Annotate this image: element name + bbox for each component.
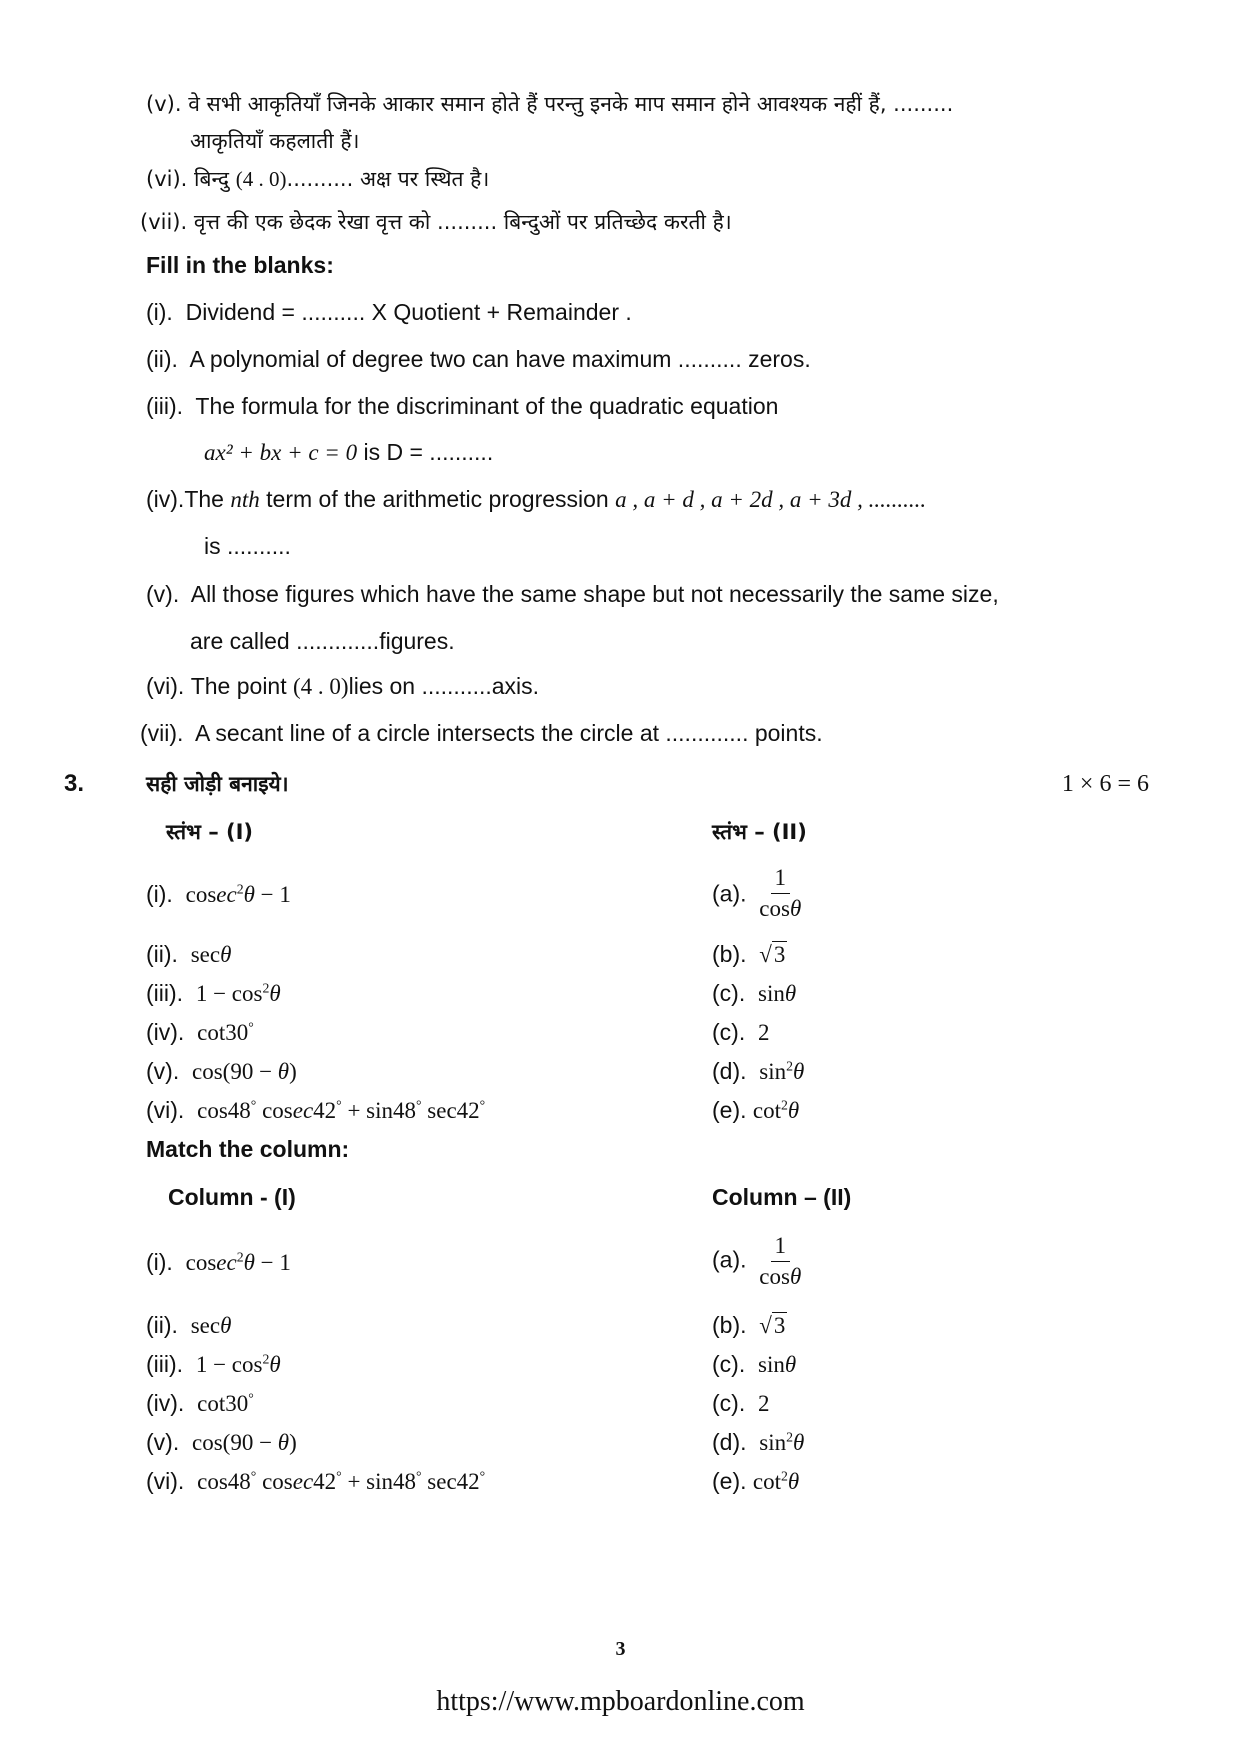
row-letter: (a). bbox=[712, 1246, 747, 1273]
trig-expression: cos48° cosec42° + sin48° sec42° bbox=[197, 1097, 486, 1123]
match-row-left bbox=[146, 1096, 485, 1125]
fill-in-blanks-heading: Fill in the blanks: bbox=[146, 252, 334, 278]
row-number: (iv). bbox=[146, 1390, 185, 1416]
question-text: lies on ...........axis. bbox=[348, 673, 540, 699]
row-number: (i). bbox=[146, 881, 173, 907]
sin-theta: sinθ bbox=[758, 981, 797, 1006]
column-2-title: स्तंभ – (II) bbox=[712, 820, 807, 844]
cosec-squared-minus-one: cosec$^2$θ − 1 bbox=[185, 1249, 291, 1275]
row-letter: (c). bbox=[712, 1019, 746, 1045]
match-row-left bbox=[146, 1350, 281, 1379]
sec-theta: secθ bbox=[190, 1313, 232, 1338]
question-number: (v). bbox=[146, 92, 182, 116]
question-text: Dividend = .......... X Quotient + Remainder . bbox=[185, 299, 632, 325]
ap-sequence: a , a + d , a + 2d , a + 3d , .......... bbox=[615, 487, 927, 512]
cos-ninety-minus-theta: cos(90 − θ) bbox=[192, 1430, 297, 1455]
fill-item-i bbox=[146, 298, 632, 326]
match-row-right bbox=[712, 1389, 770, 1418]
row-letter: (d). bbox=[712, 1429, 747, 1455]
question-number: (i). bbox=[146, 299, 173, 325]
fill-item-iii-equation bbox=[204, 438, 493, 467]
value-two: 2 bbox=[758, 1391, 770, 1416]
question-text: The formula for the discriminant of the quadratic equation bbox=[195, 393, 779, 419]
match-row-left bbox=[146, 1018, 254, 1047]
question-number: (iii). bbox=[146, 393, 184, 419]
cot-squared-theta: $\cot^2\theta$ bbox=[752, 1468, 800, 1494]
question-text: A polynomial of degree two can have maximum .......... zeros. bbox=[189, 346, 811, 372]
match-row-right bbox=[712, 1350, 796, 1379]
row-number: (vi). bbox=[146, 1468, 185, 1494]
fraction-denominator: cosθ bbox=[759, 1264, 802, 1289]
question-3-heading: सही जोड़ी बनाइये। bbox=[146, 772, 289, 796]
question-text: वे सभी आकृतियाँ जिनके आकार समान होते हैं परन्तु इनके माप समान होने आवश्यक नहीं हैं, ......... bbox=[188, 92, 954, 116]
fraction-numerator: 1 bbox=[771, 865, 791, 894]
row-number: (ii). bbox=[146, 1312, 178, 1338]
row-letter: (e). bbox=[712, 1097, 747, 1123]
match-row-left bbox=[146, 880, 291, 909]
match-row-left bbox=[146, 1389, 254, 1418]
question-number: (vi). bbox=[146, 673, 185, 699]
question-text: is D = .......... bbox=[357, 439, 494, 465]
page-number: 3 bbox=[615, 1638, 626, 1660]
question-number: (v). bbox=[146, 581, 180, 607]
question-text: बिन्दु bbox=[194, 167, 236, 191]
fill-item-iv bbox=[146, 485, 926, 514]
root-three: √3 bbox=[759, 942, 786, 967]
cos-ninety-minus-theta: cos(90 − θ) bbox=[192, 1059, 297, 1084]
value-two: 2 bbox=[758, 1020, 770, 1045]
sin-squared-theta: $\sin^2\theta$ bbox=[759, 1429, 805, 1455]
question-number: (vii). bbox=[140, 720, 184, 746]
question-text: is .......... bbox=[204, 533, 291, 559]
match-row-right bbox=[712, 1233, 801, 1290]
question-text: All those figures which have the same shape but not necessarily the same size, bbox=[190, 581, 999, 607]
question-text: are called .............figures. bbox=[190, 628, 455, 654]
match-row-left bbox=[146, 1057, 297, 1086]
one-minus-cos-squared: $1 - \cos^2\theta$ bbox=[195, 1351, 281, 1377]
fraction-one-over-cos bbox=[759, 1233, 801, 1290]
point-expression: (4 . 0) bbox=[235, 167, 287, 191]
row-letter: (b). bbox=[712, 1312, 747, 1338]
fraction-numerator: 1 bbox=[771, 1233, 791, 1262]
cot-thirty: cot30° bbox=[197, 1019, 254, 1045]
row-number: (vi). bbox=[146, 1097, 185, 1123]
row-letter: (c). bbox=[712, 1351, 746, 1377]
footer-url[interactable]: https://www.mpboardonline.com bbox=[436, 1686, 805, 1717]
match-row-left bbox=[146, 1311, 231, 1340]
row-number: (v). bbox=[146, 1429, 180, 1455]
row-letter: (b). bbox=[712, 941, 747, 967]
fill-item-iii bbox=[146, 392, 778, 420]
fill-item-vi bbox=[146, 672, 539, 701]
cot-squared-theta: $\cot^2\theta$ bbox=[752, 1097, 800, 1123]
match-row-left bbox=[146, 979, 281, 1008]
question-3-marks: 1 × 6 = 6 bbox=[1061, 771, 1149, 797]
match-row-left bbox=[146, 1428, 297, 1457]
match-row-right bbox=[712, 1057, 804, 1086]
hindi-question-vi bbox=[146, 165, 489, 193]
match-row-right bbox=[712, 1096, 799, 1125]
nth-term: nth bbox=[230, 487, 260, 512]
row-number: (i). bbox=[146, 1249, 173, 1275]
hindi-question-v-cont bbox=[190, 127, 359, 155]
match-row-left bbox=[146, 940, 231, 969]
row-letter: (e). bbox=[712, 1468, 747, 1494]
column-2-title: Column – (II) bbox=[712, 1184, 852, 1210]
match-row-right bbox=[712, 865, 801, 922]
match-row-right bbox=[712, 1428, 804, 1457]
question-text: The point bbox=[190, 673, 294, 699]
row-number: (iii). bbox=[146, 980, 184, 1006]
question-text: .......... अक्ष पर स्थित है। bbox=[286, 167, 490, 191]
row-number: (v). bbox=[146, 1058, 180, 1084]
row-letter: (c). bbox=[712, 980, 746, 1006]
row-letter: (a). bbox=[712, 880, 747, 907]
fraction-one-over-cos bbox=[759, 865, 801, 922]
question-text: वृत्त की एक छेदक रेखा वृत्त को ......... बिन्दुओं पर प्रतिच्छेद करती है। bbox=[193, 210, 732, 234]
sin-squared-theta: $\sin^2\theta$ bbox=[759, 1058, 805, 1084]
fill-item-v bbox=[146, 580, 999, 608]
question-number: (iv). bbox=[146, 486, 185, 512]
match-row-right bbox=[712, 1018, 770, 1047]
question-number: (ii). bbox=[146, 346, 178, 372]
fill-item-ii bbox=[146, 345, 811, 373]
question-number: (vi). bbox=[146, 167, 188, 191]
cosec-squared-minus-one: cosec$^2$θ − 1 bbox=[185, 881, 291, 907]
question-text: आकृतियाँ कहलाती हैं। bbox=[190, 129, 360, 153]
point-expression: (4 . 0) bbox=[293, 674, 349, 699]
question-3-number: 3. bbox=[64, 770, 85, 797]
fill-item-vii bbox=[140, 719, 823, 747]
match-row-right bbox=[712, 1311, 787, 1340]
match-column-heading: Match the column: bbox=[146, 1136, 350, 1162]
row-letter: (d). bbox=[712, 1058, 747, 1084]
root-three: √3 bbox=[759, 1313, 786, 1338]
question-text: A secant line of a circle intersects the circle at ............. points. bbox=[194, 720, 823, 746]
question-text: term of the arithmetic progression bbox=[259, 486, 616, 512]
column-1-title: स्तंभ – (I) bbox=[166, 820, 254, 844]
column-1-title: Column - (I) bbox=[168, 1184, 296, 1210]
row-number: (ii). bbox=[146, 941, 178, 967]
row-letter: (c). bbox=[712, 1390, 746, 1416]
match-row-right bbox=[712, 940, 787, 969]
hindi-question-v bbox=[146, 90, 953, 118]
fill-item-iv-cont bbox=[204, 532, 291, 560]
trig-expression: cos48° cosec42° + sin48° sec42° bbox=[197, 1468, 486, 1494]
row-number: (iii). bbox=[146, 1351, 184, 1377]
sin-theta: sinθ bbox=[758, 1352, 797, 1377]
match-row-left bbox=[146, 1467, 485, 1496]
question-number: (vii). bbox=[140, 210, 188, 234]
match-row-right bbox=[712, 979, 796, 1008]
cot-thirty: cot30° bbox=[197, 1390, 254, 1416]
fraction-denominator: cosθ bbox=[759, 896, 802, 921]
fill-item-v-cont bbox=[190, 627, 455, 655]
quadratic-equation: ax² + bx + c = 0 bbox=[204, 440, 358, 465]
sec-theta: secθ bbox=[190, 942, 232, 967]
row-number: (iv). bbox=[146, 1019, 185, 1045]
one-minus-cos-squared: $1 - \cos^2\theta$ bbox=[195, 980, 281, 1006]
hindi-question-vii bbox=[140, 208, 732, 236]
question-text: The bbox=[184, 486, 231, 512]
match-row-left bbox=[146, 1248, 291, 1277]
match-row-right bbox=[712, 1467, 799, 1496]
